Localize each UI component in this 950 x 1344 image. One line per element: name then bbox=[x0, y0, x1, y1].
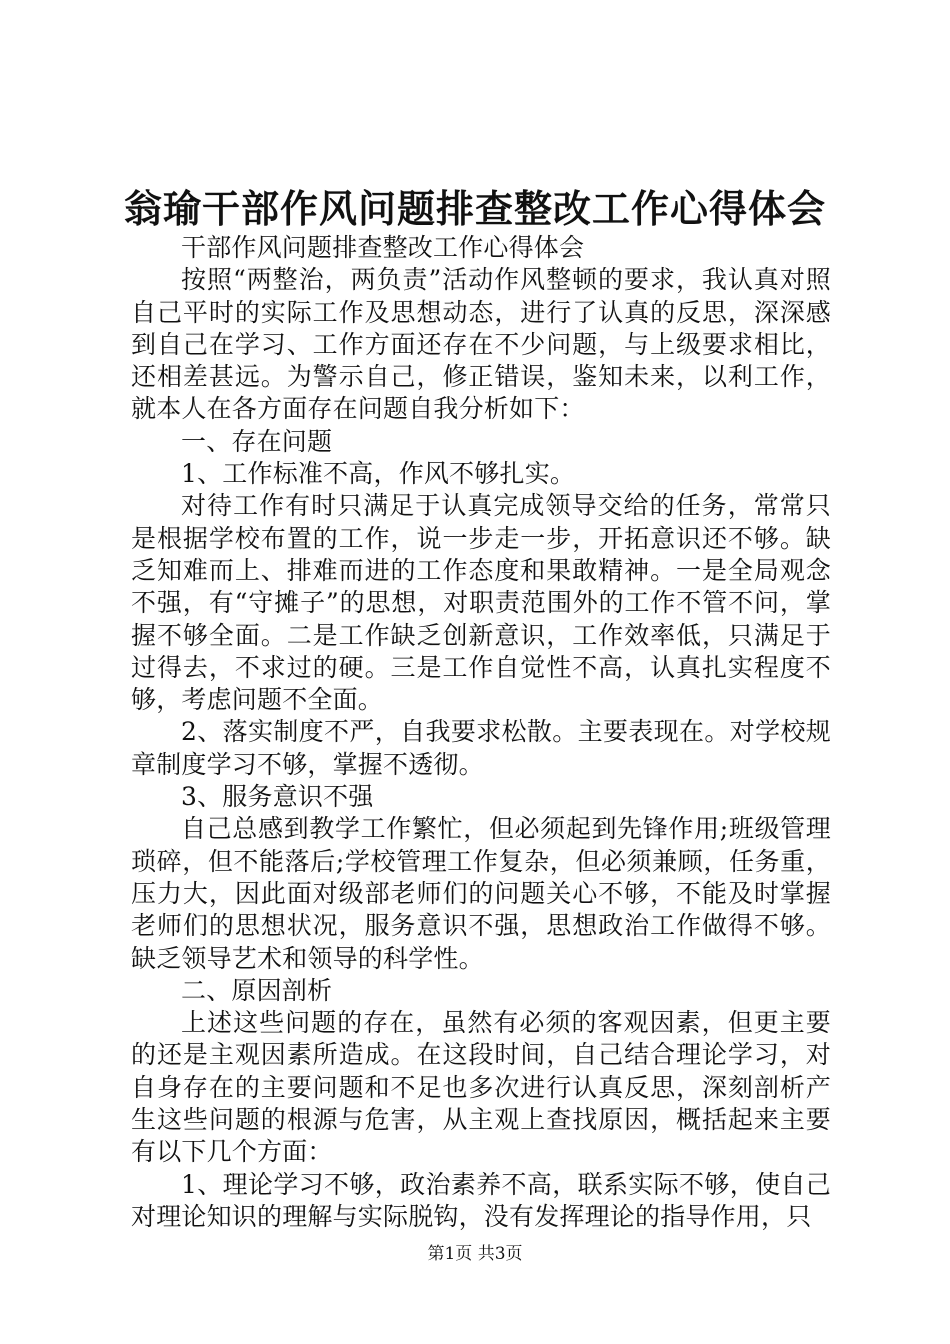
paragraph-subtitle: 干部作风问题排查整改工作心得体会 bbox=[181, 233, 585, 262]
page-indicator: 第1页 共3页 bbox=[427, 1244, 523, 1264]
document-title: 翁瑜干部作风问题排查整改工作心得体会 bbox=[123, 186, 826, 231]
paragraph-cause-1: 1、理论学习不够，政治素养不高，联系实际不够，使自己对理论知识的理解与实际脱钩，没有发挥理论的指导作用，只 bbox=[131, 1169, 831, 1231]
document-body bbox=[131, 232, 831, 1233]
item-heading-1: 1、工作标准不高，作风不够扎实。 bbox=[181, 459, 576, 489]
item-heading-3: 3、服务意识不强 bbox=[181, 782, 374, 812]
paragraph-item-1: 对待工作有时只满足于认真完成领导交给的任务，常常只是根据学校布置的工作，说一步走一步，开拓意识还不够。缺乏知难而上、排难而进的工作态度和果敢精神。一是全局观念不强，有“守摊子”的思想，对职责范围外的工作不管不问，掌握不够全面。二是工作缺乏创新意识，工作效率低，只满足于过得去，不求过的硬。三是工作自觉性不高，认真扎实程度不够，考虑问题不全面。 bbox=[131, 491, 831, 715]
section-heading-problems: 一、存在问题 bbox=[181, 426, 333, 456]
section-heading-causes: 二、原因剖析 bbox=[181, 975, 333, 1005]
paragraph-causes: 上述这些问题的存在，虽然有必须的客观因素，但更主要的还是主观因素所造成。在这段时间，自己结合理论学习，对自身存在的主要问题和不足也多次进行认真反思，深刻剖析产生这些问题的根源与危害，从主观上查找原因，概括起来主要有以下几个方面： bbox=[131, 1008, 831, 1167]
paragraph-intro: 按照“两整治，两负责”活动作风整顿的要求，我认真对照自己平时的实际工作及思想动态，进行了认真的反思，深深感到自己在学习、工作方面还存在不少问题，与上级要求相比，还相差甚远。为警示自己，修正错误，鉴知未来，以利工作，就本人在各方面存在问题自我分析如下： bbox=[131, 265, 831, 424]
item-heading-2: 2、落实制度不严，自我要求松散。主要表现在。对学校规章制度学习不够，掌握不透彻。 bbox=[131, 717, 831, 779]
paragraph-item-3: 自己总感到教学工作繁忙，但必须起到先锋作用;班级管理琐碎，但不能落后;学校管理工作复杂，但必须兼顾，任务重，压力大，因此面对级部老师们的问题关心不够，不能及时掌握老师们的思想状况，服务意识不强，思想政治工作做得不够。缺乏领导艺术和领导的科学性。 bbox=[131, 814, 831, 973]
